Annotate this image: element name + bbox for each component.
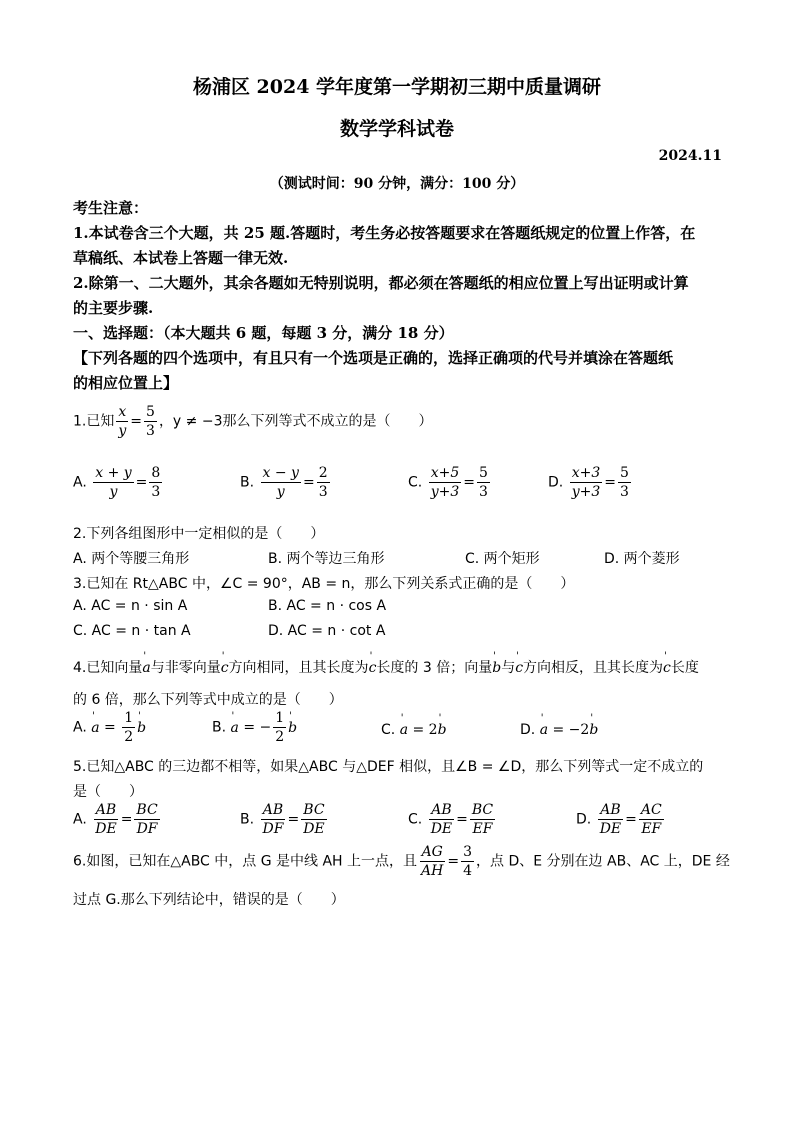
question-6-line-1: 6.如图，已知在△ABC 中，点 G 是中线 AH 上一点，且 $\frac{AG}{AH}$ = $\frac{3}{4}$ ，点 D、E 分别在边 AB、AC 上，DE 经 xyxy=(73,844,730,879)
q2-option-d[interactable]: D. 两个菱形 xyxy=(604,551,680,567)
note-1-line-a: 1.本试卷含三个大题，共 25 题.答题时，考生务必按答题要求在答题纸规定的位置上作答，在 xyxy=(73,224,696,242)
question-5-line-2: 是（ ） xyxy=(73,784,143,800)
time-info: （测试时间：90 分钟，满分：100 分） xyxy=(269,176,525,192)
question-1-stem: 1.已知 $\frac{x}{y}$ = $\frac{5}{3}$ ，y ≠ −3那么下列等式不成立的是（ ） xyxy=(73,404,433,439)
exam-date: 2024.11 xyxy=(658,148,722,164)
q4-option-c[interactable]: C. ' a = 2' b xyxy=(381,722,447,738)
question-3-stem: 3.已知在 Rt△ABC 中，∠C = 90°，AB = n，那么下列关系式正确的是（ ） xyxy=(73,576,575,592)
section-instruction-b: 的相应位置上】 xyxy=(73,374,179,392)
q3-option-d[interactable]: D. AC = n · cot A xyxy=(268,623,386,639)
q5-option-d[interactable]: D. $\frac{AB}{DE}$ = $\frac{AC}{EF}$ xyxy=(576,802,662,837)
question-2-stem: 2.下列各组图形中一定相似的是（ ） xyxy=(73,526,325,542)
q5-option-b[interactable]: B. $\frac{AB}{DF}$ = $\frac{BC}{DE}$ xyxy=(240,802,325,837)
exam-subtitle: 数学学科试卷 xyxy=(339,118,454,140)
q5-option-c[interactable]: C. $\frac{AB}{DE}$ = $\frac{BC}{EF}$ xyxy=(408,802,494,837)
note-2-line-a: 2.除第一、二大题外，其余各题如无特别说明，都必须在答题纸的相应位置上写出证明或计算 xyxy=(73,274,689,292)
question-5-line-1: 5.已知△ABC 的三边都不相等，如果△ABC 与△DEF 相似，且∠B = ∠D，那么下列等式一定不成立的 xyxy=(73,759,704,775)
question-4-line-1: 4.已知向量' a与非零向量' c方向相同，且其长度为' c长度的 3 倍；向量' b与' c方向相反，且其长度为' c长度 xyxy=(73,657,699,677)
q3-option-c[interactable]: C. AC = n · tan A xyxy=(73,623,191,639)
q3-option-b[interactable]: B. AC = n · cos A xyxy=(268,598,387,614)
q4-option-a[interactable]: A. ' a = $\frac{1}{2}$ ' b xyxy=(73,711,146,744)
q4-option-d[interactable]: D. ' a = −2' b xyxy=(520,722,598,738)
exam-title: 杨浦区 2024 学年度第一学期初三期中质量调研 xyxy=(192,76,602,98)
section-1-heading: 一、选择题：（本大题共 6 题，每题 3 分，满分 18 分） xyxy=(73,324,454,342)
q2-option-b[interactable]: B. 两个等边三角形 xyxy=(268,551,385,567)
q1-option-a[interactable]: A. $\frac{x + y}{y}$ = $\frac{8}{3}$ xyxy=(73,465,161,500)
q1-option-b[interactable]: B. $\frac{x - y}{y}$ = $\frac{2}{3}$ xyxy=(240,465,328,500)
section-instruction-a: 【下列各题的四个选项中，有且只有一个选项是正确的，选择正确项的代号并填涂在答题纸 xyxy=(73,349,674,367)
q2-option-c[interactable]: C. 两个矩形 xyxy=(465,551,540,567)
q3-option-a[interactable]: A. AC = n · sin A xyxy=(73,598,188,614)
q2-option-a[interactable]: A. 两个等腰三角形 xyxy=(73,551,190,567)
question-4-line-2: 的 6 倍，那么下列等式中成立的是（ ） xyxy=(73,692,343,708)
q5-option-a[interactable]: A. $\frac{AB}{DE}$ = $\frac{BC}{DF}$ xyxy=(73,802,158,837)
q1-option-d[interactable]: D. $\frac{x+3}{y+3}$ = $\frac{5}{3}$ xyxy=(548,465,629,500)
question-6-line-2: 过点 G.那么下列结论中，错误的是（ ） xyxy=(73,892,345,908)
note-2-line-b: 的主要步骤. xyxy=(73,299,154,317)
q4-option-b[interactable]: B. ' a = − $\frac{1}{2}$ ' b xyxy=(212,711,297,744)
notes-heading: 考生注意： xyxy=(73,199,149,217)
note-1-line-b: 草稿纸、本试卷上答题一律无效. xyxy=(73,249,289,267)
q1-option-c[interactable]: C. $\frac{x+5}{y+3}$ = $\frac{5}{3}$ xyxy=(408,465,488,500)
